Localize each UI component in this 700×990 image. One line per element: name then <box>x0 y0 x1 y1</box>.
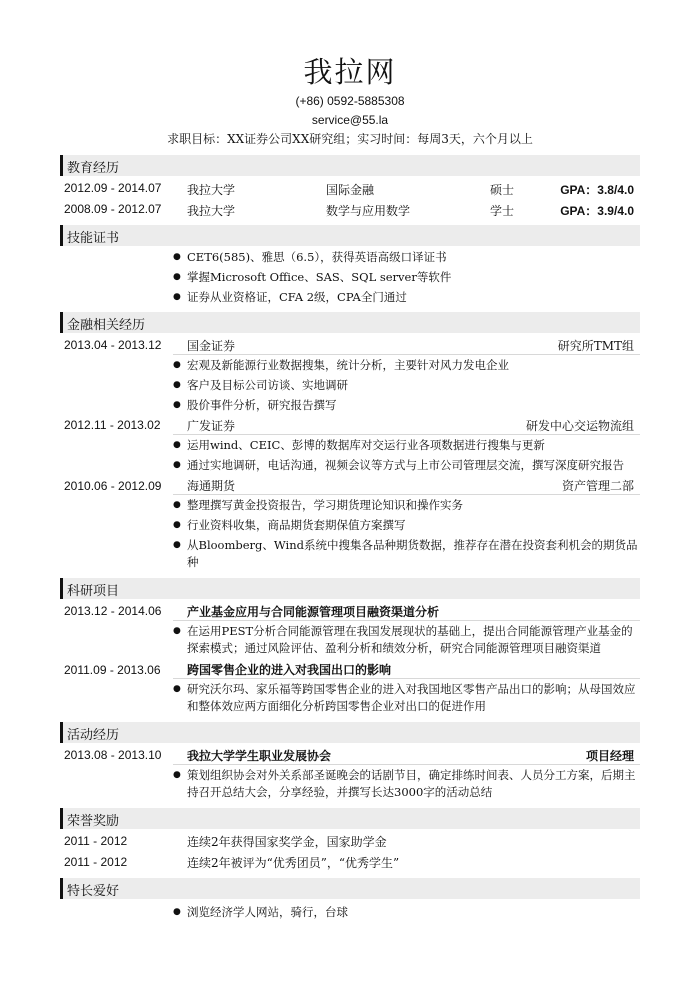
bullet-icon: ● <box>173 252 181 262</box>
section-hobbies <box>60 878 640 899</box>
section-honors <box>60 808 640 829</box>
honor-text: 连续2年获得国家奖学金，国家助学金 <box>187 835 387 849</box>
email-address: service@55.la <box>311 113 389 127</box>
project-date: 2013.12 - 2014.06 <box>64 604 162 618</box>
bullet-icon: ● <box>173 292 181 302</box>
bullet-icon: ● <box>173 400 181 410</box>
education-school: 我拉大学 <box>187 204 236 218</box>
job-date: 2013.04 - 2013.12 <box>64 338 162 352</box>
bullet-icon: ● <box>173 626 181 636</box>
section-title: 活动经历 <box>67 728 120 743</box>
activity-date: 2013.08 - 2013.10 <box>64 748 162 762</box>
bullet-icon: ● <box>173 380 181 390</box>
section-title: 科研项目 <box>67 584 120 599</box>
section-title: 金融相关经历 <box>67 318 146 333</box>
bullet-icon: ● <box>173 360 181 370</box>
section-marker <box>60 878 63 899</box>
section-title: 技能证书 <box>67 231 120 246</box>
bullet-icon: ● <box>173 770 181 780</box>
skill-item: ● CET6(585)、雅思（6.5），获得英语高级口译证书 <box>173 250 447 264</box>
project-date: 2011.09 - 2013.06 <box>64 663 161 677</box>
section-marker <box>60 312 63 333</box>
job-role: 研发中心交运物流组 <box>525 419 634 433</box>
bullet-icon: ● <box>173 540 181 550</box>
job-bullet: ● 客户及目标公司访谈、实地调研 <box>173 378 348 392</box>
job-bullet: ● 宏观及新能源行业数据搜集，统计分析，主要针对风力发电企业 <box>173 358 509 372</box>
divider <box>173 678 640 679</box>
section-marker <box>60 155 63 176</box>
hobby-item: ● 浏览经济学人网站，骑行，台球 <box>173 905 348 919</box>
education-gpa: GPA：3.9/4.0 <box>560 204 634 218</box>
job-role: 资产管理二部 <box>561 479 634 493</box>
section-title: 特长爱好 <box>67 884 120 899</box>
job-date: 2010.06 - 2012.09 <box>64 479 162 493</box>
activity-org: 我拉大学学生职业发展协会 <box>187 749 332 763</box>
section-education <box>60 155 640 176</box>
job-date: 2012.11 - 2013.02 <box>64 418 161 432</box>
phone-number: (+86) 0592-5885308 <box>295 94 405 108</box>
section-activities <box>60 722 640 743</box>
resume-name: 我拉网 <box>303 55 397 89</box>
project-title: 产业基金应用与合同能源管理项目融资渠道分析 <box>187 605 440 619</box>
job-company: 海通期货 <box>187 479 236 493</box>
job-role: 研究所TMT组 <box>557 339 634 353</box>
project-bullet: ● 在运用PEST分析合同能源管理在我国发展现状的基础上，提出合同能源管理产业基金的探索模式；通过风险评估、盈利分析和绩效分析，研究合同能源管理项目融资渠道 <box>173 624 633 655</box>
education-school: 我拉大学 <box>187 183 236 197</box>
activity-role: 项目经理 <box>585 749 634 763</box>
skill-item: ● 证券从业资格证，CFA 2级，CPA全门通过 <box>173 290 407 304</box>
divider <box>173 434 640 435</box>
section-marker <box>60 808 63 829</box>
job-bullet: ● 通过实地调研，电话沟通，视频会议等方式与上市公司管理层交流，撰写深度研究报告 <box>173 458 624 472</box>
section-marker <box>60 578 63 599</box>
section-finance <box>60 312 640 333</box>
job-bullet: ● 从Bloomberg、Wind系统中搜集各品种期货数据，推荐存在潜在投资套利机会的期货品种 <box>173 538 638 569</box>
section-title: 教育经历 <box>67 161 120 176</box>
bullet-icon: ● <box>173 520 181 530</box>
section-skills <box>60 225 640 246</box>
divider <box>173 620 640 621</box>
section-marker <box>60 722 63 743</box>
bullet-icon: ● <box>173 500 181 510</box>
project-title: 跨国零售企业的进入对我国出口的影响 <box>187 663 392 677</box>
honor-date: 2011 - 2012 <box>64 834 128 848</box>
job-bullet: ● 运用wind、CEIC、彭博的数据库对交运行业各项数据进行搜集与更新 <box>173 438 545 452</box>
honor-date: 2011 - 2012 <box>64 855 128 869</box>
bullet-icon: ● <box>173 460 181 470</box>
education-major: 数学与应用数学 <box>326 204 411 218</box>
education-degree: 学士 <box>490 204 515 218</box>
skill-item: ● 掌握Microsoft Office、SAS、SQL server等软件 <box>173 270 452 284</box>
section-title: 荣誉奖励 <box>67 814 120 829</box>
job-company: 广发证券 <box>187 419 236 433</box>
job-company: 国金证券 <box>187 339 236 353</box>
bullet-icon: ● <box>173 907 181 917</box>
bullet-icon: ● <box>173 272 181 282</box>
divider <box>173 494 640 495</box>
education-degree: 硕士 <box>490 183 515 197</box>
job-bullet: ● 行业资料收集，商品期货套期保值方案撰写 <box>173 518 406 532</box>
bullet-icon: ● <box>173 440 181 450</box>
project-bullet: ● 研究沃尔玛、家乐福等跨国零售企业的进入对我国地区零售产品出口的影响；从母国效应和整体效应两方面细化分析跨国零售企业对出口的促进作用 <box>173 682 636 713</box>
honor-text: 连续2年被评为“优秀团员”，“优秀学生” <box>187 856 400 870</box>
divider <box>173 764 640 765</box>
job-bullet: ● 股价事件分析，研究报告撰写 <box>173 398 337 412</box>
section-marker <box>60 225 63 246</box>
section-research <box>60 578 640 599</box>
education-major: 国际金融 <box>326 183 375 197</box>
job-objective: 求职目标：XX证券公司XX研究组；实习时间：每周3天，六个月以上 <box>167 132 533 146</box>
education-date: 2012.09 - 2014.07 <box>64 181 162 195</box>
job-bullet: ● 整理撰写黄金投资报告，学习期货理论知识和操作实务 <box>173 498 463 512</box>
bullet-icon: ● <box>173 684 181 694</box>
activity-bullet: ● 策划组织协会对外关系部圣诞晚会的话剧节目，确定排练时间表、人员分工方案，后期主持召开总结大会，分享经验，并撰写长达3000字的活动总结 <box>173 768 636 799</box>
education-gpa: GPA：3.8/4.0 <box>560 183 634 197</box>
education-date: 2008.09 - 2012.07 <box>64 202 162 216</box>
divider <box>173 354 640 355</box>
